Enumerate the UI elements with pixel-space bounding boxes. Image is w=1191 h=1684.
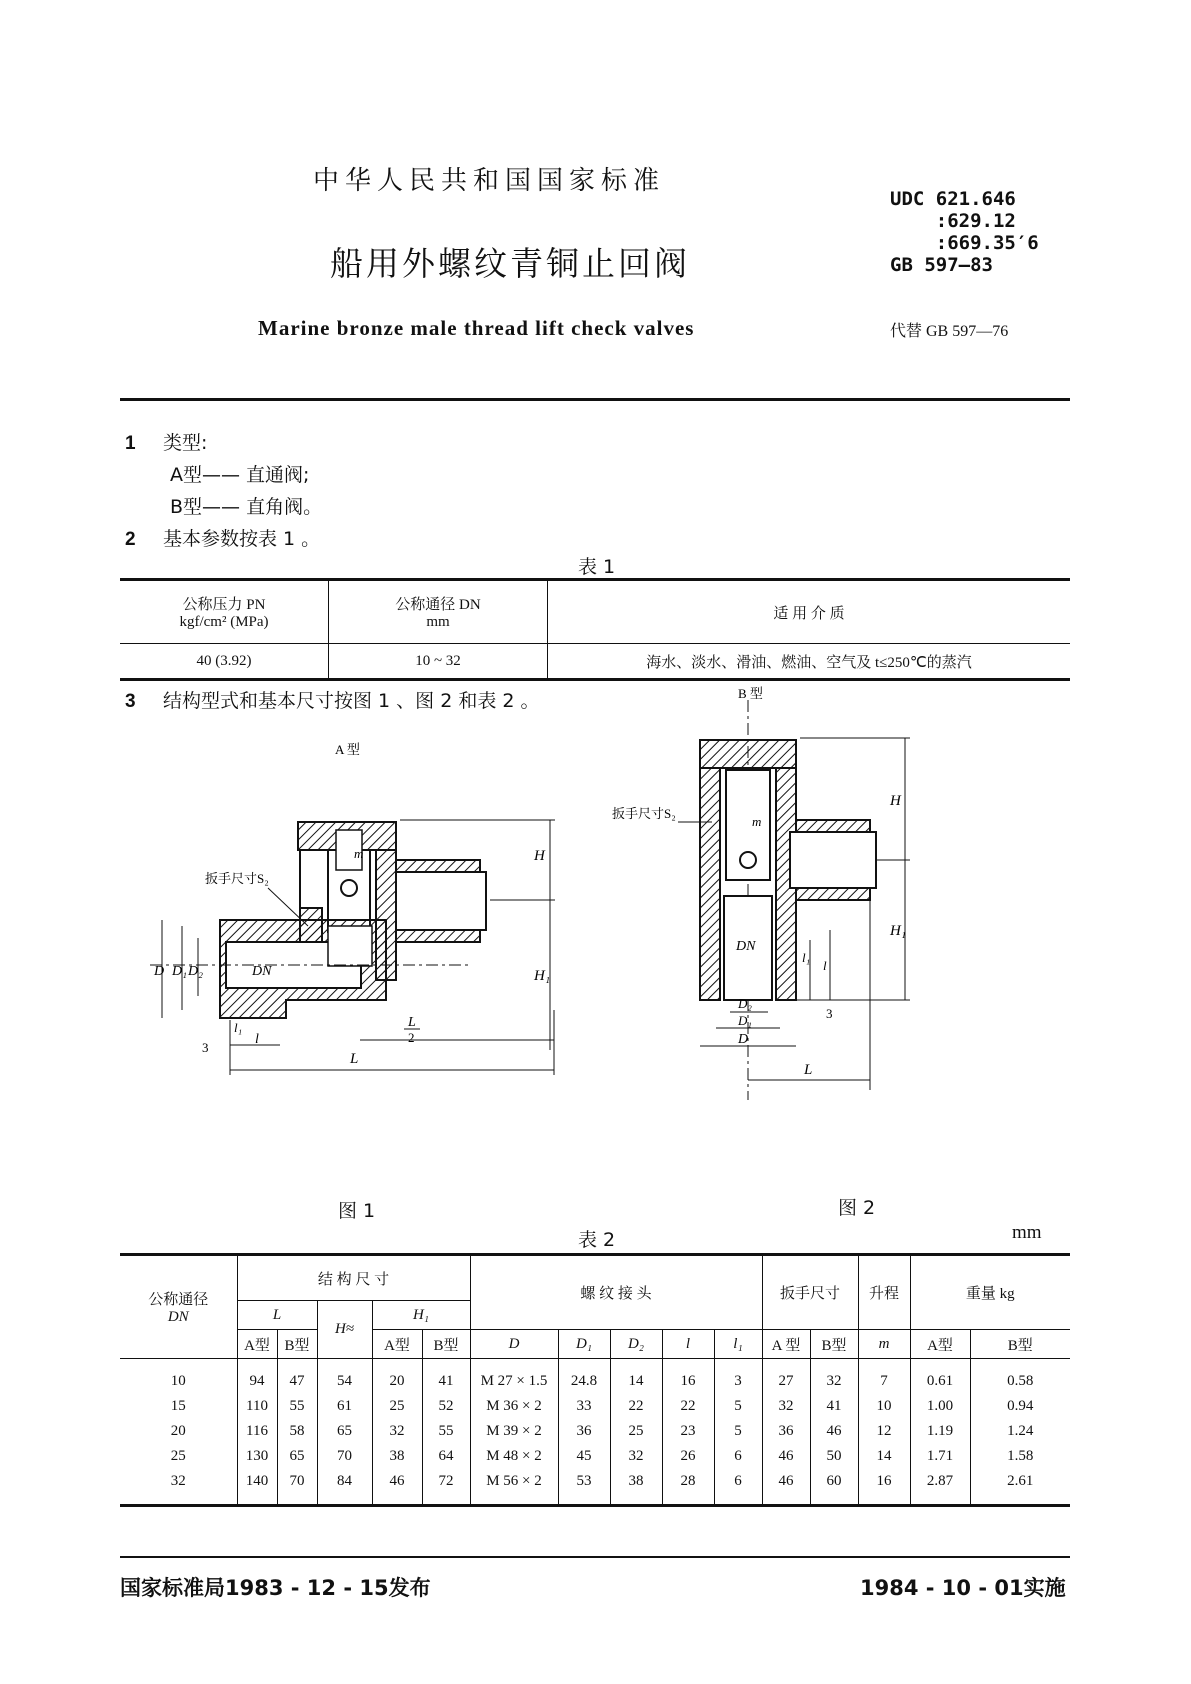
table-cell: 46 bbox=[762, 1469, 810, 1506]
header-cell: H≈ bbox=[317, 1301, 372, 1359]
table-cell: 72 bbox=[422, 1469, 470, 1506]
table-cell: M 39 × 2 bbox=[470, 1419, 558, 1444]
table-cell: 40 (3.92) bbox=[196, 652, 252, 669]
table-cell: 55 bbox=[277, 1394, 317, 1419]
table-row bbox=[120, 1444, 1070, 1469]
table-cell: 65 bbox=[277, 1444, 317, 1469]
table-cell: 1.19 bbox=[910, 1419, 970, 1444]
table-cell: 24.8 bbox=[558, 1359, 610, 1395]
label-DN: DN bbox=[736, 939, 756, 954]
header-cell: B型 bbox=[970, 1330, 1070, 1359]
table-cell: 140 bbox=[237, 1469, 277, 1506]
label-L: L bbox=[804, 1062, 813, 1078]
issue-date: 国家标准局1983 - 12 - 15发布 bbox=[120, 1576, 431, 1600]
replaces-note: 代替 GB 597—76 bbox=[890, 323, 1009, 340]
table-cell: M 56 × 2 bbox=[470, 1469, 558, 1506]
table-cell: 1.00 bbox=[910, 1394, 970, 1419]
table-cell: 0.58 bbox=[970, 1359, 1070, 1395]
table-cell: 27 bbox=[762, 1359, 810, 1395]
header-line: 公称通径 DN bbox=[395, 597, 481, 613]
label-D1: D₁ bbox=[738, 1013, 752, 1028]
label-D: D bbox=[154, 964, 165, 979]
table-cell: 5 bbox=[714, 1394, 762, 1419]
table-row bbox=[120, 1359, 1070, 1395]
table-cell: 7 bbox=[858, 1359, 910, 1395]
table-cell: 22 bbox=[662, 1394, 714, 1419]
section-title: 类型: bbox=[163, 432, 208, 454]
table-cell: 海水、淡水、滑油、燃油、空气及 t≤250℃的蒸汽 bbox=[548, 644, 1071, 680]
table-cell: 32 bbox=[810, 1359, 858, 1395]
table-cell: 6 bbox=[714, 1444, 762, 1469]
figure-1-drawing bbox=[150, 730, 610, 1170]
table-cell: M 36 × 2 bbox=[470, 1394, 558, 1419]
figure-1-caption: 图 1 bbox=[338, 1200, 376, 1222]
table-cell: 22 bbox=[610, 1394, 662, 1419]
table-1 bbox=[120, 578, 1070, 681]
outlet-bore bbox=[790, 832, 876, 888]
table-cell: 0.94 bbox=[970, 1394, 1070, 1419]
table-cell: 28 bbox=[662, 1469, 714, 1506]
section-1 bbox=[125, 428, 207, 455]
table-cell: 47 bbox=[277, 1359, 317, 1395]
label-m: m bbox=[354, 846, 364, 861]
header-cell: 螺 纹 接 头 bbox=[470, 1255, 762, 1330]
section-text: 结构型式和基本尺寸按图 1 、图 2 和表 2 。 bbox=[163, 690, 540, 712]
check-ball bbox=[740, 852, 756, 868]
header-cell: m bbox=[858, 1330, 910, 1359]
udc-block bbox=[890, 188, 1039, 276]
header-cell: l₁ bbox=[714, 1330, 762, 1359]
label-H1: H₁ bbox=[890, 923, 907, 939]
type-b-line: B型—— 直角阀。 bbox=[170, 496, 323, 518]
table-cell: 32 bbox=[372, 1419, 422, 1444]
table-cell: 32 bbox=[610, 1444, 662, 1469]
table-cell: 36 bbox=[762, 1419, 810, 1444]
table-cell: 1.58 bbox=[970, 1444, 1070, 1469]
table-cell: 60 bbox=[810, 1469, 858, 1506]
header-cell: 升程 bbox=[858, 1255, 910, 1330]
header-cell: L bbox=[237, 1301, 317, 1330]
check-ball bbox=[341, 880, 357, 896]
table-cell: 94 bbox=[237, 1359, 277, 1395]
table-cell: 25 bbox=[372, 1394, 422, 1419]
table2-caption: 表 2 bbox=[578, 1229, 616, 1251]
gb-code: GB 597—83 bbox=[890, 254, 993, 276]
table-cell: M 27 × 1.5 bbox=[470, 1359, 558, 1395]
table-header-row bbox=[120, 1255, 1070, 1301]
table-cell: 32 bbox=[170, 1473, 186, 1489]
table-cell: 36 bbox=[558, 1419, 610, 1444]
table-cell: 1.24 bbox=[970, 1419, 1070, 1444]
table-cell: 46 bbox=[810, 1419, 858, 1444]
header-cell: B型 bbox=[277, 1330, 317, 1359]
udc-line: :669.35′6 bbox=[890, 232, 1039, 254]
section-number: 1 bbox=[125, 433, 136, 454]
table-cell: 0.61 bbox=[910, 1359, 970, 1395]
table-cell: 110 bbox=[237, 1394, 277, 1419]
header-cell: B型 bbox=[810, 1330, 858, 1359]
table-cell: 20 bbox=[170, 1423, 186, 1439]
table-cell: 16 bbox=[858, 1469, 910, 1506]
table-cell: 1.71 bbox=[910, 1444, 970, 1469]
header-cell: D₁ bbox=[558, 1330, 610, 1359]
table-cell: 10 bbox=[858, 1394, 910, 1419]
body-left-wall bbox=[700, 768, 720, 1000]
table-cell: 116 bbox=[237, 1419, 277, 1444]
outlet-bore bbox=[396, 872, 486, 930]
label-H1: H₁ bbox=[534, 968, 551, 984]
table-cell: 45 bbox=[558, 1444, 610, 1469]
section-2 bbox=[125, 524, 320, 551]
header-cell: D bbox=[470, 1330, 558, 1359]
table-cell: 41 bbox=[810, 1394, 858, 1419]
table-cell: 54 bbox=[317, 1359, 372, 1395]
label-l1: l₁ bbox=[234, 1020, 243, 1035]
table-cell: 5 bbox=[714, 1419, 762, 1444]
header-line: DN bbox=[167, 1309, 189, 1325]
header-cell: D₂ bbox=[610, 1330, 662, 1359]
table-header-row bbox=[120, 1330, 1070, 1359]
header-cell: 扳手尺寸 bbox=[762, 1255, 858, 1330]
table-cell: 23 bbox=[662, 1419, 714, 1444]
table-cell: 65 bbox=[317, 1419, 372, 1444]
label-D: D bbox=[738, 1032, 749, 1047]
figure-2-caption: 图 2 bbox=[838, 1197, 876, 1219]
table-cell: 2.61 bbox=[970, 1469, 1070, 1506]
table-cell: 2.87 bbox=[910, 1469, 970, 1506]
table1-caption: 表 1 bbox=[578, 556, 616, 578]
label-L: L bbox=[350, 1051, 359, 1067]
table-body bbox=[120, 1359, 1070, 1506]
header-cell: A型 bbox=[910, 1330, 970, 1359]
section-number: 2 bbox=[125, 529, 136, 550]
header-line: mm bbox=[426, 614, 450, 630]
table-cell: 10 bbox=[170, 1373, 186, 1389]
table-cell: 6 bbox=[714, 1469, 762, 1506]
table-row bbox=[120, 1419, 1070, 1444]
label-l: l bbox=[255, 1032, 259, 1047]
table-cell: 58 bbox=[277, 1419, 317, 1444]
label-L-half-den: 2 bbox=[408, 1030, 415, 1045]
table-cell: 14 bbox=[858, 1444, 910, 1469]
table-cell: 12 bbox=[858, 1419, 910, 1444]
header-cell: 重量 kg bbox=[910, 1255, 1070, 1330]
header-cell: B型 bbox=[422, 1330, 470, 1359]
fig2-type-label: B 型 bbox=[738, 686, 763, 701]
header-cell bbox=[329, 580, 548, 644]
table-2 bbox=[120, 1253, 1070, 1507]
udc-line: :629.12 bbox=[890, 210, 1016, 232]
label-m: m bbox=[752, 814, 762, 829]
table-cell: 33 bbox=[558, 1394, 610, 1419]
table-cell: 38 bbox=[372, 1444, 422, 1469]
wrench-label: 扳手尺寸S₂ bbox=[612, 806, 676, 821]
header-cell: A型 bbox=[237, 1330, 277, 1359]
label-DN: DN bbox=[252, 964, 272, 979]
header-line: 公称压力 PN bbox=[182, 597, 266, 613]
table-cell: 61 bbox=[317, 1394, 372, 1419]
label-L-half-num: L bbox=[408, 1015, 416, 1030]
header-cell: A型 bbox=[372, 1330, 422, 1359]
label-D2: D₂ bbox=[188, 964, 203, 979]
section-number: 3 bbox=[125, 691, 136, 712]
table-cell: 25 bbox=[610, 1419, 662, 1444]
header-line: kgf/cm² (MPa) bbox=[179, 614, 269, 630]
udc-line: UDC 621.646 bbox=[890, 188, 1016, 210]
label-l1: l₁ bbox=[802, 950, 811, 965]
table-cell: 26 bbox=[662, 1444, 714, 1469]
table-cell: 70 bbox=[277, 1469, 317, 1506]
table-cell: 41 bbox=[422, 1359, 470, 1395]
table-cell: 52 bbox=[422, 1394, 470, 1419]
header-cell: l bbox=[662, 1330, 714, 1359]
table-row bbox=[120, 1394, 1070, 1419]
table-cell: 16 bbox=[662, 1359, 714, 1395]
figure-2-drawing bbox=[612, 686, 980, 1120]
table-cell: 32 bbox=[762, 1394, 810, 1419]
table-cell: 25 bbox=[170, 1448, 186, 1464]
table-cell: 55 bbox=[422, 1419, 470, 1444]
table-cell: 50 bbox=[810, 1444, 858, 1469]
fig1-type-label: A 型 bbox=[335, 742, 360, 757]
section-text: 基本参数按表 1 。 bbox=[163, 528, 321, 550]
header-cell bbox=[120, 1255, 237, 1359]
table-cell: 46 bbox=[762, 1444, 810, 1469]
header-cell: 结 构 尺 寸 bbox=[237, 1255, 470, 1301]
table-cell: 46 bbox=[372, 1469, 422, 1506]
label-3: 3 bbox=[826, 1006, 833, 1021]
label-D2: D₂ bbox=[738, 996, 752, 1011]
table-row bbox=[120, 1469, 1070, 1506]
header-cell: 适 用 介 质 bbox=[548, 580, 1071, 644]
label-H: H bbox=[890, 793, 901, 809]
table-header-row bbox=[120, 580, 1070, 644]
table-cell: 3 bbox=[714, 1359, 762, 1395]
table-cell: 15 bbox=[170, 1398, 186, 1414]
table2-unit: mm bbox=[1012, 1222, 1042, 1243]
table-cell: 10 ~ 32 bbox=[329, 644, 548, 680]
table-cell: 70 bbox=[317, 1444, 372, 1469]
valve-cap bbox=[700, 740, 796, 768]
table-cell: 14 bbox=[610, 1359, 662, 1395]
effective-date: 1984 - 10 - 01实施 bbox=[860, 1576, 1066, 1600]
table-cell: 20 bbox=[372, 1359, 422, 1395]
header-cell: H₁ bbox=[372, 1301, 470, 1330]
label-l: l bbox=[823, 958, 827, 973]
label-3: 3 bbox=[202, 1040, 209, 1055]
table-row bbox=[120, 644, 1070, 680]
header-line: 公称通径 bbox=[148, 1292, 209, 1308]
table-cell: 53 bbox=[558, 1469, 610, 1506]
table-cell: 64 bbox=[422, 1444, 470, 1469]
header-cell: A 型 bbox=[762, 1330, 810, 1359]
header-rule bbox=[120, 398, 1070, 401]
label-H: H bbox=[534, 848, 545, 864]
section-3 bbox=[125, 686, 540, 713]
standard-org: 中华人民共和国国家标准 bbox=[313, 166, 666, 196]
table-cell: 84 bbox=[317, 1469, 372, 1506]
table-cell: M 48 × 2 bbox=[470, 1444, 558, 1469]
wrench-label: 扳手尺寸S₂ bbox=[205, 871, 269, 886]
header-cell bbox=[120, 580, 329, 644]
valve-seat bbox=[328, 926, 372, 966]
title-english: Marine bronze male thread lift check valves bbox=[258, 316, 695, 340]
type-a-line: A型—— 直通阀; bbox=[170, 464, 310, 486]
footer-rule bbox=[120, 1556, 1070, 1558]
label-D1: D₁ bbox=[172, 964, 187, 979]
table-cell: 38 bbox=[610, 1469, 662, 1506]
table-cell: 130 bbox=[237, 1444, 277, 1469]
title-chinese: 船用外螺纹青铜止回阀 bbox=[330, 244, 690, 283]
